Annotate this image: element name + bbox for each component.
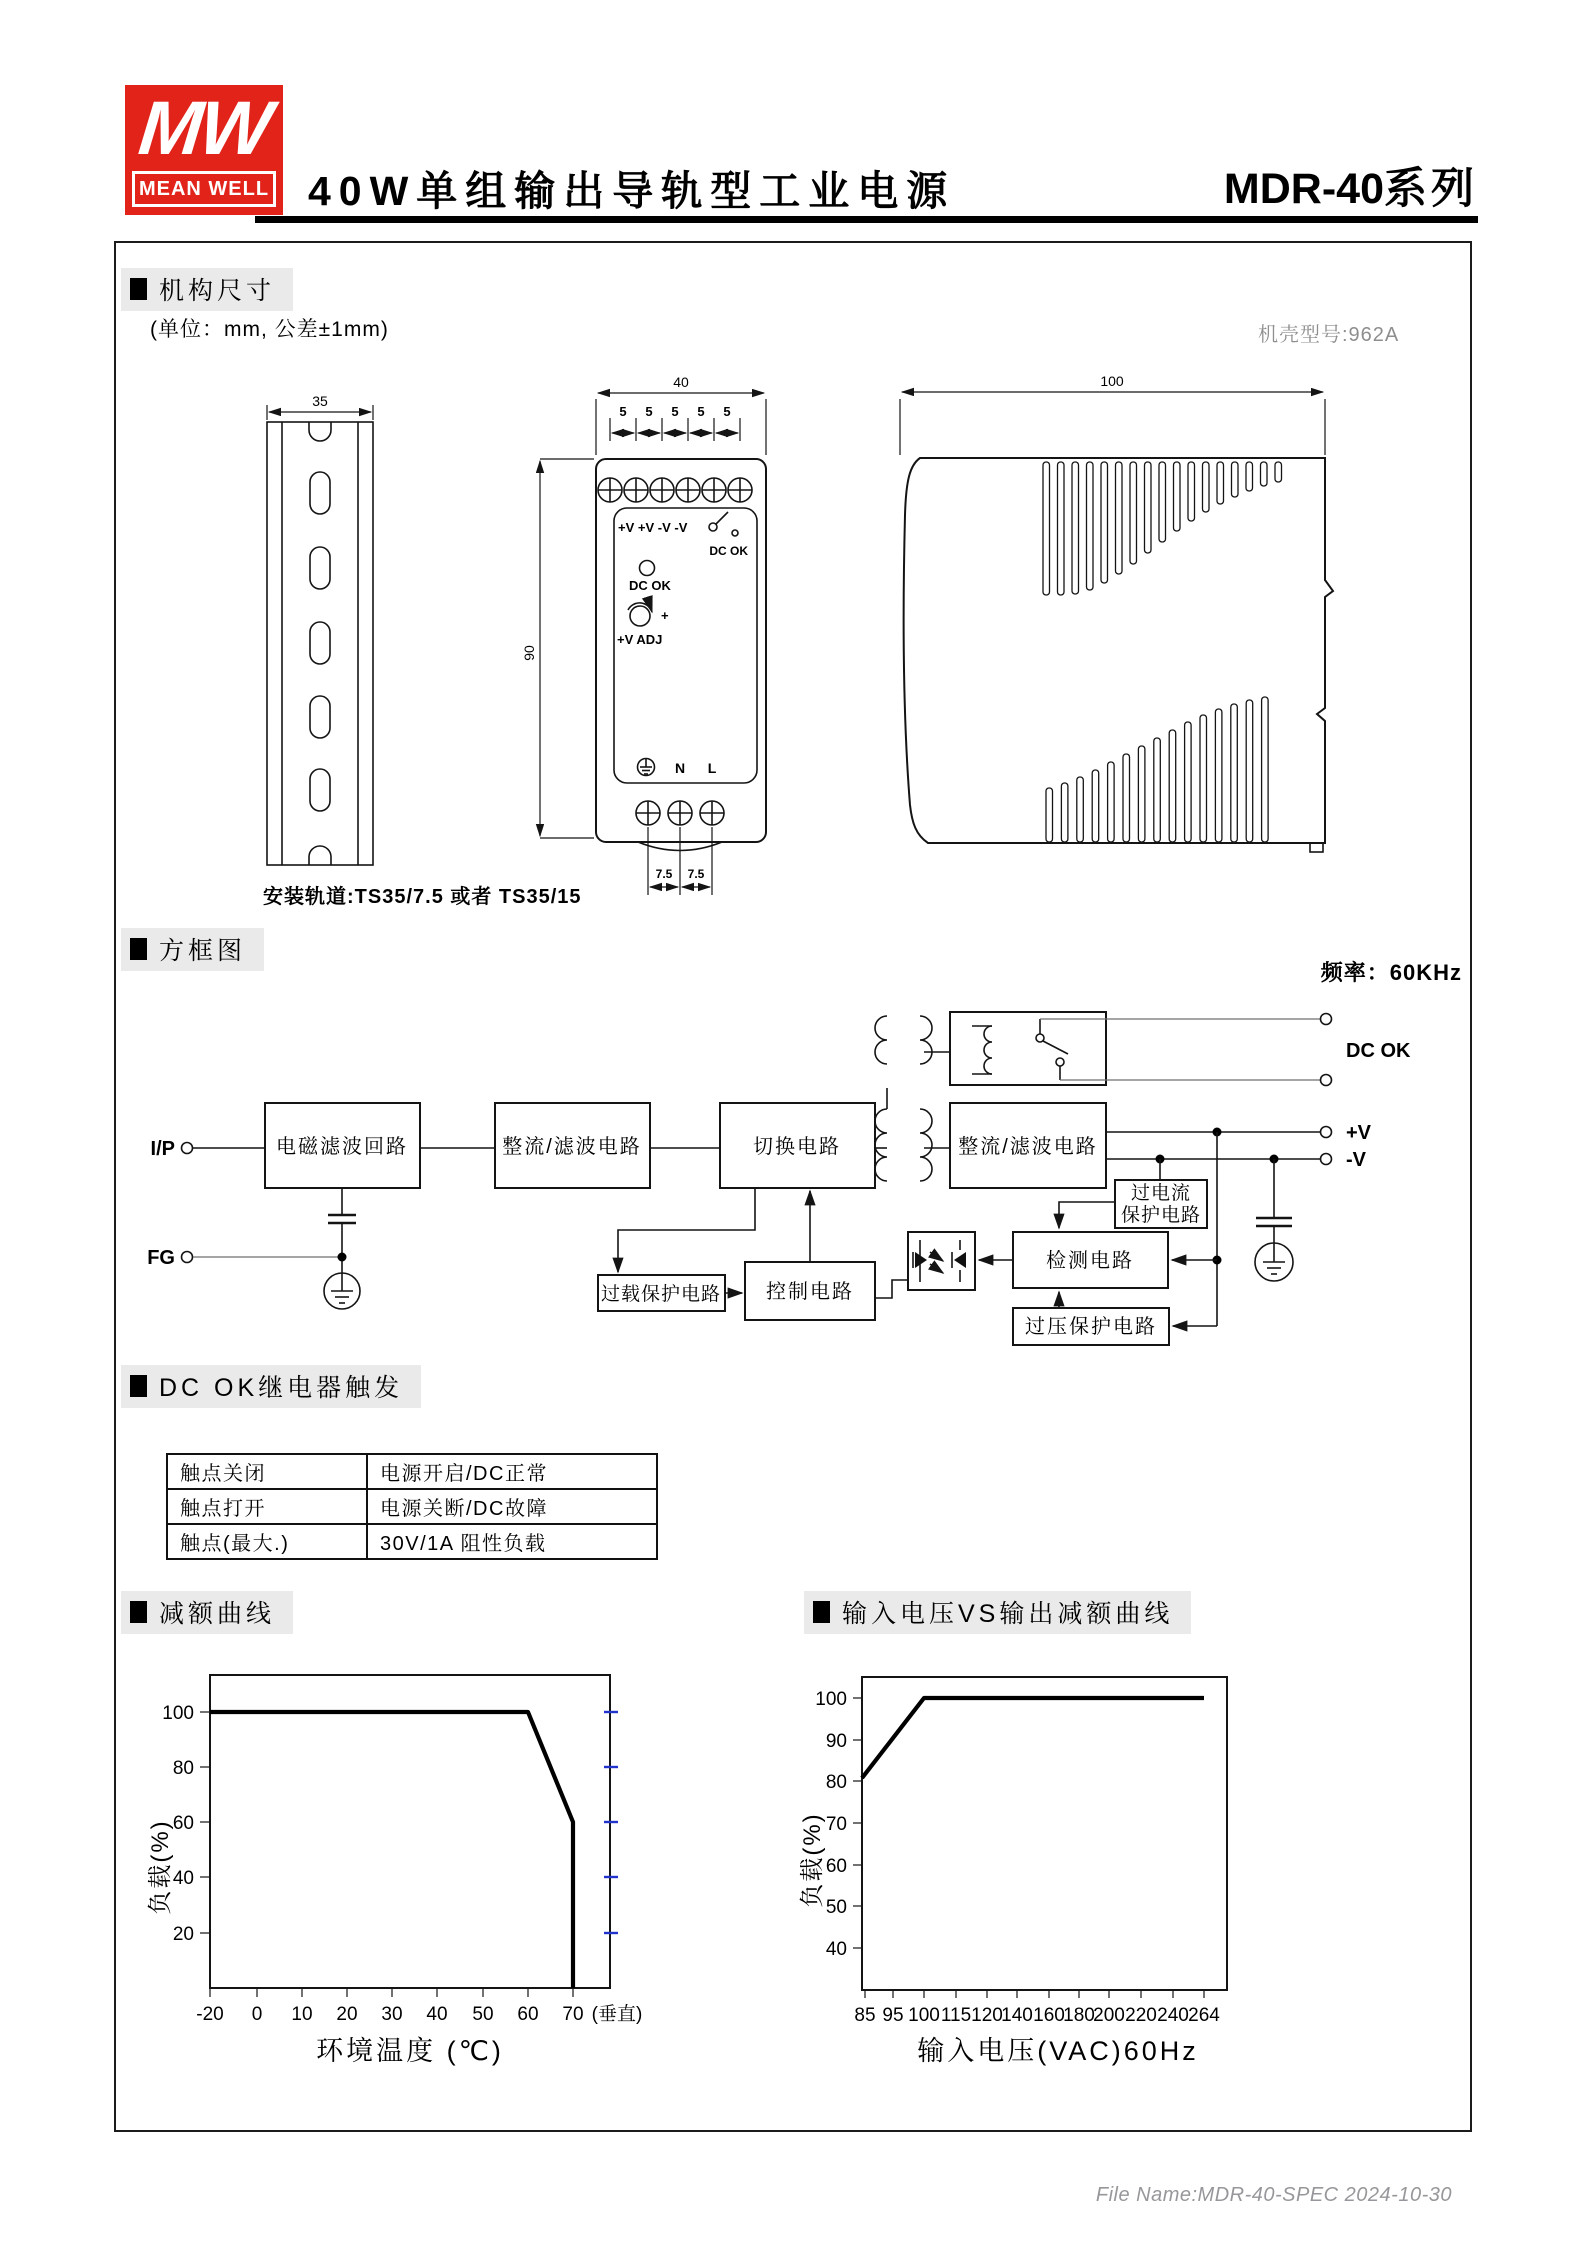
dcok-led-icon: [640, 561, 655, 576]
relay-condition: 触点(最大.): [167, 1524, 367, 1559]
y-axis-title: 负载(%): [799, 1812, 826, 1908]
square-bullet-icon: [130, 1375, 147, 1397]
block-detection-circuit: 检测电路: [1046, 1250, 1134, 1272]
svg-text:95: 95: [882, 2005, 904, 2026]
section-derating: [121, 1591, 293, 1634]
svg-text:60: 60: [517, 2004, 539, 2025]
dim-height: 90: [521, 645, 537, 661]
rail-note: 安装轨道:TS35/7.5 或者 TS35/15: [263, 886, 582, 908]
block-diagram: [130, 990, 1480, 1370]
dcok-relay-table: [166, 1453, 658, 1560]
bottom-terminal-screws: [636, 801, 724, 825]
svg-text:20: 20: [336, 2004, 358, 2025]
nv-output-label: -V: [1346, 1149, 1366, 1171]
svg-text:0: 0: [251, 2004, 263, 2025]
switching-frequency: 频率：60KHz: [1320, 960, 1462, 985]
terminal-n-label: N: [674, 760, 686, 776]
unit-note: (单位：mm, 公差±1mm): [150, 318, 389, 341]
bottom-pitch-dimensions: [648, 827, 712, 895]
table-row: [167, 1454, 657, 1489]
svg-text:80: 80: [825, 1772, 847, 1793]
section-dcok-relay: [121, 1365, 421, 1408]
svg-text:100: 100: [815, 1689, 847, 1710]
page-title: 40W单组输出导轨型工业电源: [308, 168, 956, 214]
vin-derating-curve-line: [862, 1698, 1204, 1778]
transformer-icon: [875, 1016, 950, 1181]
x-axis-tick-labels: [196, 2003, 642, 2025]
dim-pitch: 5: [619, 404, 627, 419]
section-mechanical: [121, 268, 293, 311]
optocoupler-icon: [908, 1232, 975, 1290]
section-vin-derating: [804, 1591, 1191, 1634]
fg-capacitor-branch: [324, 1188, 360, 1309]
square-bullet-icon: [130, 938, 147, 960]
pv-output-label: +V: [1346, 1122, 1372, 1144]
relay-meaning: 30V/1A 阻性负载: [367, 1524, 657, 1559]
svg-text:50: 50: [472, 2004, 494, 2025]
case-type-note: 机壳型号:962A: [1258, 324, 1400, 346]
meanwell-logo: [125, 85, 283, 215]
svg-text:240: 240: [1157, 2005, 1189, 2026]
logo-mw-monogram: MW: [135, 86, 274, 171]
dim-pitch: 5: [723, 404, 731, 419]
svg-text:-20: -20: [196, 2004, 224, 2025]
dim-pitch: 5: [697, 404, 705, 419]
dim-pitch-75: 7.5: [687, 867, 705, 881]
square-bullet-icon: [130, 1601, 147, 1623]
svg-text:80: 80: [172, 1758, 194, 1779]
front-view-drawing: [520, 375, 790, 920]
svg-text:140: 140: [1001, 2005, 1033, 2026]
top-terminal-screws: [598, 478, 752, 502]
svg-text:100: 100: [908, 2005, 940, 2026]
dim-rail-width: 35: [312, 393, 328, 409]
svg-text:60: 60: [172, 1813, 194, 1834]
relay-condition: 触点关闭: [167, 1454, 367, 1489]
dcok-contact-icon: [709, 512, 738, 536]
svg-text:70: 70: [562, 2004, 584, 2025]
svg-text:160: 160: [1033, 2005, 1065, 2026]
y-axis-ticks: [200, 1712, 210, 1933]
svg-text:115: 115: [940, 2005, 972, 2026]
block-switching: 切换电路: [753, 1136, 841, 1158]
svg-text:50: 50: [825, 1897, 847, 1918]
block-oc-protection-line1: 过电流: [1130, 1183, 1192, 1204]
x-axis-ticks: [865, 1990, 1204, 1998]
dcok-output-label: DC OK: [1346, 1040, 1411, 1062]
square-bullet-icon: [813, 1601, 830, 1623]
svg-text:40: 40: [825, 1939, 847, 1960]
dim-width: 40: [673, 374, 689, 390]
earth-terminal-icon: [638, 759, 655, 776]
svg-text:70: 70: [825, 1814, 847, 1835]
svg-text:40: 40: [172, 1868, 194, 1889]
derating-chart-input-voltage: [790, 1655, 1350, 2075]
block-oc-protection-line2: 保护电路: [1120, 1205, 1202, 1226]
series-title: [1224, 155, 1478, 216]
svg-text:100: 100: [162, 1703, 194, 1724]
svg-text:120: 120: [971, 2005, 1003, 2026]
input-terminal-label: I/P: [150, 1138, 175, 1160]
y-axis-title: 负载(%): [147, 1819, 174, 1915]
dim-pitch: 5: [671, 404, 679, 419]
svg-text:(垂直): (垂直): [591, 2004, 643, 2025]
logo-brand-name: MEAN WELL: [132, 171, 276, 207]
block-overload-protection: 过载保护电路: [600, 1284, 722, 1305]
dim-pitch-75: 7.5: [655, 867, 673, 881]
plus-mark: +: [661, 608, 669, 623]
block-emi-filter: 电磁滤波回路: [276, 1136, 408, 1158]
dim-depth: 100: [1100, 373, 1124, 389]
din-rail-drawing: [230, 393, 582, 925]
svg-text:180: 180: [1063, 2005, 1095, 2026]
svg-text:30: 30: [381, 2004, 403, 2025]
dim-pitch: 5: [645, 404, 653, 419]
output-capacitor-branch: [1255, 1159, 1293, 1281]
relay-meaning: 电源开启/DC正常: [367, 1454, 657, 1489]
svg-text:10: 10: [291, 2004, 313, 2025]
file-info: File Name:MDR-40-SPEC 2024-10-30: [1095, 2184, 1452, 2206]
section-vin-derating-label: 输入电压VS输出减额曲线: [842, 1600, 1174, 1628]
svg-text:60: 60: [825, 1856, 847, 1877]
svg-text:40: 40: [426, 2004, 448, 2025]
svg-text:85: 85: [854, 2005, 876, 2026]
svg-text:90: 90: [825, 1731, 847, 1752]
relay-condition: 触点打开: [167, 1489, 367, 1524]
title-divider: [255, 216, 1478, 223]
section-dcok-relay-label: DC OK继电器触发: [159, 1374, 404, 1402]
series-suffix: 系列: [1384, 165, 1478, 213]
section-mechanical-label: 机构尺寸: [159, 277, 276, 305]
bottom-vent-slots: [1046, 697, 1268, 842]
block-rectifier-1: 整流/滤波电路: [502, 1136, 642, 1158]
svg-text:220: 220: [1125, 2005, 1157, 2026]
block-rectifier-2: 整流/滤波电路: [958, 1136, 1098, 1158]
terminal-labels: +V +V -V -V: [618, 520, 688, 535]
side-view-drawing: [880, 375, 1350, 865]
svg-text:264: 264: [1188, 2005, 1220, 2026]
vadj-label: +V ADJ: [617, 632, 663, 647]
block-control-circuit: 控制电路: [766, 1281, 854, 1303]
voltage-adjust-pot-icon: [628, 603, 669, 626]
section-derating-label: 减额曲线: [159, 1600, 276, 1628]
pitch-dimensions: [610, 404, 740, 441]
terminal-l-label: L: [707, 760, 717, 776]
fg-terminal-label: FG: [147, 1247, 175, 1269]
x-axis-title: 环境温度 (℃): [316, 2036, 504, 2066]
svg-text:20: 20: [172, 1924, 194, 1945]
series-code: MDR-40: [1223, 165, 1384, 213]
relay-meaning: 电源关断/DC故障: [367, 1489, 657, 1524]
x-axis-tick-labels: [854, 2005, 1220, 2026]
x-axis-title: 输入电压(VAC)60Hz: [917, 2036, 1199, 2066]
section-block-diagram: [121, 928, 264, 971]
square-bullet-icon: [130, 278, 147, 300]
top-vent-slots: [1043, 462, 1282, 595]
block-ovp-protection: 过压保护电路: [1025, 1316, 1157, 1338]
x-axis-ticks: [210, 1988, 573, 1997]
derating-chart-temperature: [120, 1655, 680, 2075]
svg-text:200: 200: [1093, 2005, 1125, 2026]
dcok-relay-block: [950, 1012, 1106, 1085]
derating-curve-line: [210, 1712, 573, 1988]
y-axis-ticks: [853, 1698, 862, 1948]
dcok-led-label: DC OK: [629, 578, 671, 593]
dcok-contact-label: DC OK: [709, 544, 748, 558]
section-block-label: 方框图: [159, 937, 247, 965]
table-row: [167, 1489, 657, 1524]
table-row: [167, 1524, 657, 1559]
